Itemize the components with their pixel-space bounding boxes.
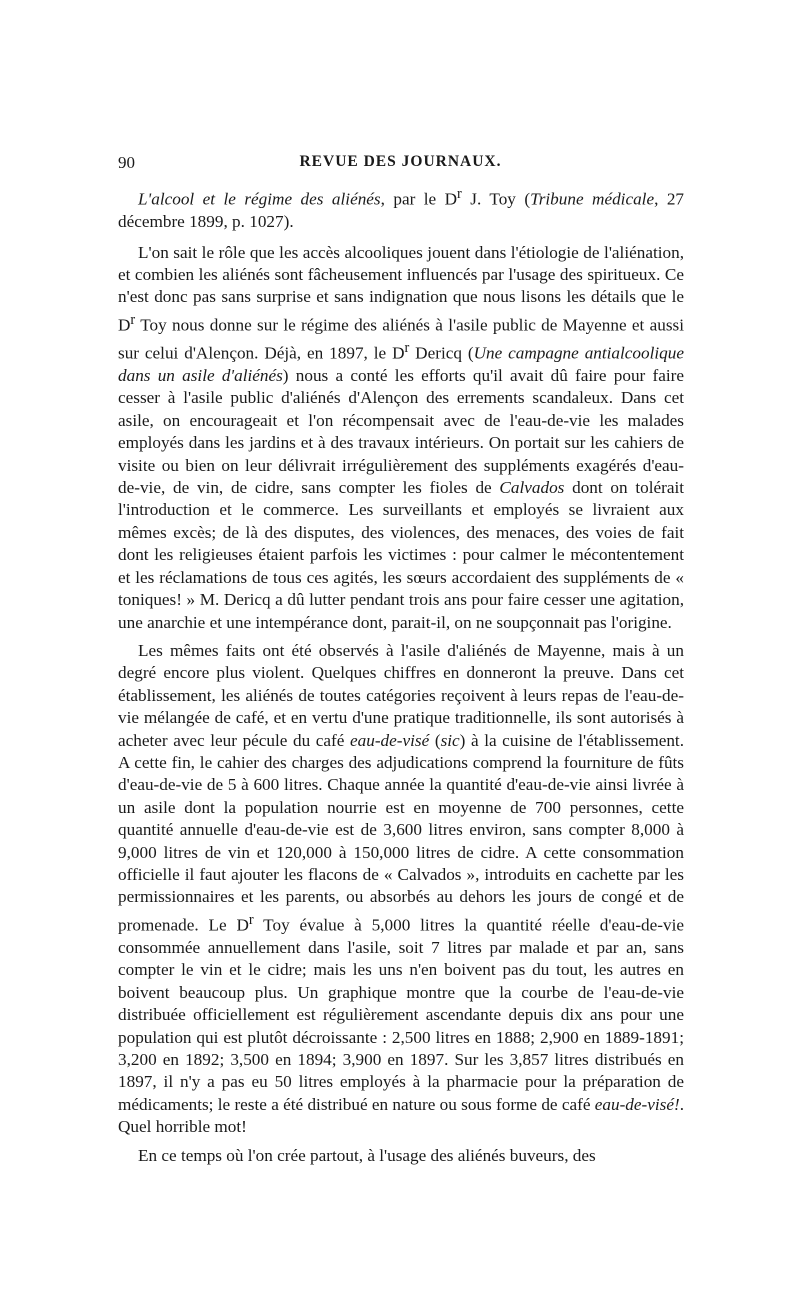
article-title: L'alcool et le régime des aliénés — [138, 189, 381, 209]
journal-name: Tribune médicale — [530, 189, 655, 209]
citation-text: , 27 décembre 1899, p. 1027). — [118, 189, 685, 232]
paragraph-2 — [118, 640, 684, 1139]
text-run: ) à la cuisine de l'établissement. A cette fin, le cahier des charges des adjudications comprend la fourniture de fûts d'eau-de-vie de 5 à 600 litres. Chaque année la quantité d'eau-de-vie ainsi livrée à un asile dont la population nourrie est en moyenne de 700 personnes, cette quantité annuelle d'eau-de-vie est de 3,600 litres environ, sans compter 8,000 à 9,000 litres de vin et 120,000 à 150,000 litres de cidre. A cette consommation officielle il faut ajouter les flacons de « Calvados », introduits en cachette par les permissionnaires et les parents, ou absorbés au dehors les jours de congé et de promenade. Le D — [118, 730, 684, 935]
superscript: r — [404, 339, 410, 356]
italic-term: eau-de-visé — [350, 730, 430, 750]
paragraph-3 — [118, 1145, 684, 1167]
text-run: Dericq ( — [409, 343, 474, 363]
citation-text: , par le D — [380, 189, 458, 209]
page-header — [118, 153, 683, 177]
text-run: . Quel horrible mot! — [118, 1094, 684, 1137]
italic-term: eau-de-visé! — [594, 1094, 680, 1114]
text-run: Toy nous donne sur le régime des aliénés à l'asile public de Mayenne et aussi sur celui d'Alençon. Déjà, en 1897, le D — [118, 315, 684, 363]
italic-term: sic — [440, 730, 460, 750]
text-run: Les mêmes faits ont été observés à l'asile d'aliénés de Mayenne, mais à un degré encore plus violent. Quelques chiffres en donneront la preuve. Dans cet établissement, les aliénés de toutes catégories reçoivent à leurs repas de l'eau-de-vie mélangée de café, et en vertu d'une pratique traditionnelle, ils sont autorisés à acheter avec leur pécule du café — [118, 640, 684, 750]
page-number: 90 — [118, 153, 135, 172]
text-run: dont on tolérait l'introduction et le commerce. Les surveillants et employés se livraient aux mêmes excès; de là des disputes, des violences, des menaces, des voies de fait dont les religieuses étaient parfois les victimes : pour calmer le mécontentement et les réclamations de tous ces agités, les sœurs accordaient des suppléments de « toniques! » M. Dericq a dû lutter pendant trois ans pour faire cesser une agitation, une anarchie et une intempérance dont, parait-il, on ne soupçonnait pas l'origine. — [118, 478, 685, 632]
superscript: r — [130, 311, 136, 328]
text-run: Toy évalue à 5,000 litres la quantité réelle d'eau-de-vie consommée annuellement dans l'asile, soit 7 litres par malade et par an, sans compter le vin et le cidre; mais les uns n'en boivent pas du tout, les autres en boivent beaucoup plus. Un graphique montre que la courbe de l'eau-de-vie distribuée officiellement est régulièrement ascendante depuis dix ans pour une population qui est plutôt décroissante : 2,500 litres en 1888; 2,900 en 1889-1891; 3,200 en 1892; 3,500 en 1894; 3,900 en 1897. Sur les 3,857 litres distribués en 1897, il n'y a pas eu 50 litres employés à la pharmacie pour la préparation de médicaments; le reste a été distribué en nature ou sous forme de café — [118, 915, 685, 1114]
text-run: En ce temps où l'on crée partout, à l'usage des aliénés buveurs, des — [138, 1145, 596, 1165]
paragraph-1 — [118, 242, 684, 634]
superscript: r — [248, 911, 254, 928]
text-run: ) nous a conté les efforts qu'il avait dû faire pour faire cesser à l'asile public d'aliénés d'Alençon des errements scandaleux. Dans cet asile, on encourageait et l'on récompensait avec de l'eau-de-vie les malades employés dans les jardins et à des travaux intérieurs. On portait sur les cahiers de visite ou bien on leur délivrait irrégulièrement des suppléments exagérés d'eau-de-vie, de vin, de cidre, sans compter les fioles de — [118, 366, 684, 498]
superscript: r — [457, 186, 462, 202]
citation-text: J. Toy ( — [461, 189, 531, 209]
text-run: ( — [429, 730, 441, 750]
text-run: L'on sait le rôle que les accès alcooliques jouent dans l'étiologie de l'aliénation, et combien les aliénés sont fâcheusement influencés par l'usage des spiritueux. Ce n'est donc pas sans surprise et sans indignation que nous lisons les détails que le D — [118, 242, 684, 335]
italic-term: Calvados — [499, 478, 565, 498]
italic-title: Une campagne antialcoolique dans un asile d'aliénés — [118, 343, 684, 386]
running-head: REVUE DES JOURNAUX. — [299, 153, 502, 170]
article-body — [118, 183, 684, 1167]
article-citation — [118, 183, 684, 234]
